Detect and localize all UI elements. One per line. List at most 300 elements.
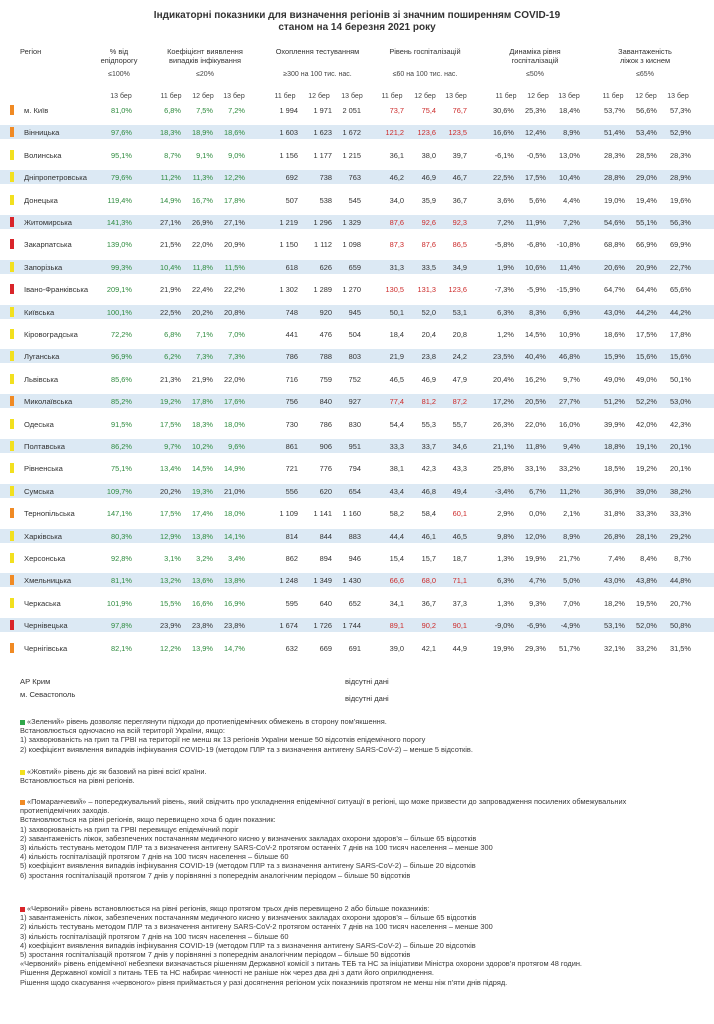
cell-epi: 96,9% (111, 352, 132, 362)
cell-test: 721 (285, 464, 298, 474)
header-dyn (490, 48, 580, 65)
cell-detect: 21,9% (192, 374, 213, 384)
table-row (0, 417, 714, 431)
cell-beds: 8,7% (674, 554, 691, 563)
cell-epi: 91,5% (111, 419, 132, 429)
cell-hosp: 81,2 (421, 397, 436, 407)
cell-hosp: 33,3 (389, 442, 404, 451)
region-name: Харківська (24, 531, 62, 541)
cell-test: 906 (319, 442, 332, 451)
table-row (0, 148, 714, 162)
cell-beds: 31,8% (604, 509, 625, 519)
cell-hosp: 89,1 (389, 621, 404, 631)
cell-beds: 44,8% (670, 576, 691, 586)
cell-dyn: -9,0% (494, 621, 514, 631)
region-name: Волинська (24, 150, 62, 160)
legend-red-line: 5) зростання госпіталізацій протягом 7 днів у порівнянні з попереднім аналогічним періодом – більше 50 відсотків (20, 950, 411, 960)
legend-orange-line: 4) кількість госпіталізацій протягом 7 днів на 100 тисяч населення – більше 60 (20, 852, 289, 862)
cell-hosp: 39,7 (452, 150, 467, 160)
cell-detect: 26,9% (192, 218, 213, 227)
cell-test: 920 (319, 307, 332, 317)
level-marker (10, 307, 14, 317)
cell-beds: 28,5% (636, 150, 657, 160)
cell-hosp: 46,5 (389, 374, 404, 384)
cell-detect: 23,8% (192, 621, 213, 631)
cell-dyn: 1,9% (497, 262, 514, 272)
cell-dyn: 8,3% (529, 307, 546, 317)
cell-detect: 13,4% (160, 464, 181, 474)
level-marker (10, 195, 14, 205)
cell-detect: 9,1% (196, 150, 213, 160)
date-hosp-2: 13 бер (445, 93, 467, 100)
date-dyn-0: 11 бер (495, 93, 517, 100)
header-detect-line-1: Коефіцієнт виявлення (167, 47, 243, 56)
legend-red-line: Рішення щодо скасування «червоного» рівня приймається у разі досягнення регіоном усіх показників протягом не менш ніж п’яти днів підряд. (20, 977, 508, 987)
legend-red-line: 1) завантаженість ліжок, забезпечених постачанням медичного кисню у визначених закладах охорони здоров’я – більше 65 відсотків (20, 913, 477, 923)
cell-test: 1 248 (279, 576, 298, 586)
legend-orange-line: 3) кількість тестувань методом ПЛР та з визначення антигену SARS-CoV-2 протягом останніх 7 днів на 100 тисяч населення – менше 300 (20, 843, 493, 853)
cell-test: 946 (348, 554, 361, 563)
cell-detect: 13,9% (192, 643, 213, 653)
table-row (0, 529, 714, 543)
cell-dyn: 33,2% (559, 464, 580, 474)
cell-beds: 19,6% (670, 195, 691, 205)
cell-hosp: 52,0 (421, 307, 436, 317)
threshold-test: ≥300 на 100 тис. нас. (283, 71, 352, 78)
level-marker (10, 262, 14, 272)
header-detect (155, 48, 255, 65)
level-marker (10, 441, 14, 451)
region-name: Київська (24, 307, 55, 317)
cell-hosp: 39,0 (389, 643, 404, 653)
cell-test: 1 623 (313, 128, 332, 138)
cell-test: 507 (285, 195, 298, 205)
cell-beds: 29,0% (636, 173, 657, 183)
cell-dyn: 9,7% (563, 374, 580, 384)
title-line-2: станом на 14 березня 2021 року (278, 22, 436, 33)
cell-beds: 28,3% (670, 150, 691, 160)
sevastopol-no-data: відсутні дані (345, 694, 389, 703)
cell-hosp: 58,4 (421, 509, 436, 519)
table-row (0, 170, 714, 184)
cell-dyn: 11,9% (525, 218, 546, 227)
cell-test: 659 (348, 262, 361, 272)
table-row (0, 327, 714, 341)
cell-detect: 14,9% (224, 464, 245, 474)
cell-dyn: 20,4% (493, 374, 514, 384)
region-name: Вінницька (24, 128, 60, 138)
cell-dyn: -4,9% (560, 621, 580, 631)
date-test-1: 12 бер (308, 93, 330, 100)
cell-dyn: 4,4% (563, 195, 580, 205)
cell-detect: 17,4% (192, 509, 213, 519)
cell-test: 476 (319, 330, 332, 339)
cell-dyn: 16,0% (559, 419, 580, 429)
cell-hosp: 47,9 (452, 374, 467, 384)
cell-detect: 21,5% (160, 240, 181, 250)
cell-detect: 9,7% (164, 442, 181, 451)
level-marker (10, 239, 14, 249)
cell-detect: 23,8% (224, 621, 245, 631)
cell-detect: 19,3% (192, 486, 213, 496)
cell-beds: 52,0% (636, 621, 657, 631)
cell-dyn: -10,8% (556, 240, 580, 250)
cell-hosp: 38,1 (389, 464, 404, 474)
region-name: Чернівецька (24, 621, 68, 631)
cell-beds: 42,3% (670, 419, 691, 429)
region-name: Сумська (24, 486, 54, 496)
cell-beds: 18,8% (604, 442, 625, 451)
cell-detect: 21,0% (224, 486, 245, 496)
cell-detect: 21,9% (160, 285, 181, 295)
cell-hosp: 92,3 (452, 218, 467, 227)
cell-detect: 18,3% (160, 128, 181, 138)
cell-dyn: 51,7% (559, 643, 580, 653)
cell-test: 1 270 (342, 285, 361, 295)
cell-beds: 44,2% (636, 307, 657, 317)
cell-dyn: 7,0% (563, 598, 580, 608)
cell-dyn: 1,3% (497, 554, 514, 563)
cell-dyn: 6,7% (529, 486, 546, 496)
cell-epi: 100,1% (106, 307, 132, 317)
legend-orange (20, 797, 700, 880)
cell-beds: 15,6% (636, 352, 657, 362)
header-dyn-line-2: госпіталізацій (511, 55, 559, 65)
level-marker (10, 553, 14, 563)
legend-orange-line: 6) зростання госпіталізацій протягом 7 днів у порівнянні з попереднім аналогічним періодом – більше 50 відсотків (20, 870, 411, 880)
cell-dyn: 46,8% (559, 352, 580, 362)
cell-detect: 14,7% (224, 643, 245, 653)
cell-dyn: 10,9% (559, 330, 580, 339)
cell-test: 945 (348, 307, 361, 317)
cell-beds: 50,8% (670, 621, 691, 631)
cell-detect: 27,1% (160, 218, 181, 227)
cell-detect: 20,8% (224, 307, 245, 317)
cell-hosp: 15,4 (389, 554, 404, 563)
cell-beds: 57,3% (670, 106, 691, 115)
legend-red (20, 904, 700, 987)
cell-test: 1 674 (279, 621, 298, 631)
cell-epi: 139,0% (106, 240, 132, 250)
cell-beds: 49,0% (604, 374, 625, 384)
legend-orange-line: «Помаранчевий» – попереджувальний рівень, який свідчить про ускладнення епідемічної ситуації в регіоні, що може призвести до запровадження посилених обмежувальних (27, 797, 627, 806)
cell-epi: 141,3% (106, 218, 132, 227)
region-name: Кіровоградська (24, 330, 78, 339)
cell-hosp: 31,3 (389, 262, 404, 272)
table-row (0, 439, 714, 453)
cell-dyn: -15,9% (556, 285, 580, 295)
cell-dyn: 22,0% (525, 419, 546, 429)
cell-test: 692 (285, 173, 298, 183)
cell-dyn: 6,9% (563, 307, 580, 317)
region-name: Донецька (24, 195, 58, 205)
region-name: Дніпропетровська (24, 173, 88, 183)
cell-hosp: 21,9 (389, 352, 404, 362)
cell-hosp: 46,1 (421, 531, 436, 541)
cell-epi: 79,6% (111, 173, 132, 183)
crimea-no-data: відсутні дані (345, 677, 389, 686)
level-marker (10, 150, 14, 160)
level-marker (10, 105, 14, 115)
header-hosp: Рівень госпіталізацій (389, 47, 461, 56)
level-marker (10, 127, 14, 137)
level-marker (10, 486, 14, 496)
cell-hosp: 33,7 (421, 442, 436, 451)
cell-hosp: 34,0 (389, 195, 404, 205)
cell-detect: 17,8% (192, 397, 213, 407)
cell-hosp: 123,6 (448, 285, 467, 295)
cell-beds: 28,8% (604, 173, 625, 183)
table-row (0, 125, 714, 139)
cell-beds: 51,2% (604, 397, 625, 407)
cell-dyn: 23,5% (493, 352, 514, 362)
cell-detect: 17,8% (224, 195, 245, 205)
region-name: Полтавська (24, 442, 65, 451)
cell-hosp: 46,7 (452, 173, 467, 183)
cell-hosp: 18,4 (389, 330, 404, 339)
cell-dyn: 33,1% (525, 464, 546, 474)
cell-hosp: 123,6 (417, 128, 436, 138)
cell-test: 1 289 (313, 285, 332, 295)
cell-detect: 18,0% (224, 509, 245, 519)
cell-beds: 43,0% (604, 576, 625, 586)
cell-hosp: 50,1 (389, 307, 404, 317)
table-row (0, 372, 714, 386)
header-epi-line-1: % від (109, 47, 129, 56)
cell-beds: 19,2% (636, 464, 657, 474)
cell-epi: 97,8% (111, 621, 132, 631)
cell-detect: 13,8% (192, 531, 213, 541)
green-level-swatch (20, 720, 25, 725)
cell-beds: 55,1% (636, 218, 657, 227)
cell-test: 620 (319, 486, 332, 496)
orange-level-swatch (20, 800, 25, 805)
cell-detect: 6,8% (164, 106, 181, 115)
cell-hosp: 66,6 (389, 576, 404, 586)
cell-test: 1 744 (342, 621, 361, 631)
cell-hosp: 46,2 (389, 173, 404, 183)
date-dyn-2: 13 бер (558, 93, 580, 100)
cell-test: 756 (285, 397, 298, 407)
cell-beds: 20,9% (636, 262, 657, 272)
cell-beds: 19,0% (604, 195, 625, 205)
cell-dyn: 21,1% (493, 442, 514, 451)
cell-dyn: 1,2% (497, 330, 514, 339)
cell-detect: 22,5% (160, 307, 181, 317)
region-name: Запорізька (24, 262, 63, 272)
table-row (0, 641, 714, 655)
cell-test: 1 302 (279, 285, 298, 295)
level-marker (10, 374, 14, 384)
cell-detect: 10,2% (192, 442, 213, 451)
region-name: Одеська (24, 419, 54, 429)
cell-beds: 44,2% (670, 307, 691, 317)
cell-hosp: 75,4 (421, 106, 436, 115)
cell-detect: 17,5% (160, 419, 181, 429)
cell-dyn: 13,0% (559, 150, 580, 160)
cell-detect: 21,3% (160, 374, 181, 384)
cell-detect: 22,0% (192, 240, 213, 250)
table-row (0, 394, 714, 408)
date-hosp-0: 11 бер (381, 93, 403, 100)
cell-dyn: 16,6% (493, 128, 514, 138)
cell-dyn: -7,3% (494, 285, 514, 295)
cell-dyn: 3,6% (497, 195, 514, 205)
level-marker (10, 508, 14, 518)
level-marker (10, 217, 14, 227)
region-sevastopol: м. Севастополь (20, 690, 76, 699)
cell-beds: 53,4% (636, 128, 657, 138)
cell-detect: 11,5% (224, 262, 245, 272)
cell-beds: 33,2% (636, 643, 657, 653)
legend-orange-line: 5) коефіцієнт виявлення випадків інфікування COVID-19 (методом ПЛР та з визначення антигену SARS-CoV-2) – більше 20 відсотків (20, 861, 476, 871)
cell-detect: 19,2% (160, 397, 181, 407)
cell-test: 545 (348, 195, 361, 205)
cell-test: 618 (285, 262, 298, 272)
cell-detect: 17,5% (160, 509, 181, 519)
date-beds-2: 13 бер (667, 93, 689, 100)
cell-dyn: 2,1% (563, 509, 580, 519)
cell-beds: 18,5% (604, 464, 625, 474)
cell-epi: 81,0% (111, 106, 132, 115)
cell-detect: 7,3% (196, 352, 213, 362)
cell-test: 1 177 (313, 150, 332, 160)
level-marker (10, 284, 14, 294)
cell-hosp: 34,9 (452, 262, 467, 272)
cell-dyn: 5,6% (529, 195, 546, 205)
cell-dyn: 40,4% (525, 352, 546, 362)
header-beds-line-1: Завантаженість (618, 47, 672, 56)
cell-test: 1 603 (279, 128, 298, 138)
cell-hosp: 87,6 (389, 218, 404, 227)
cell-dyn: 0,0% (529, 509, 546, 519)
cell-epi: 209,1% (106, 285, 132, 295)
cell-test: 927 (348, 397, 361, 407)
cell-beds: 20,1% (670, 464, 691, 474)
level-marker (10, 172, 14, 182)
cell-test: 504 (348, 330, 361, 339)
cell-hosp: 46,8 (421, 486, 436, 496)
cell-beds: 33,3% (636, 509, 657, 519)
cell-detect: 14,1% (224, 531, 245, 541)
cell-detect: 3,1% (164, 554, 181, 563)
cell-hosp: 121,2 (385, 128, 404, 138)
cell-test: 669 (319, 643, 332, 653)
cell-hosp: 55,3 (421, 419, 436, 429)
cell-hosp: 87,3 (389, 240, 404, 250)
cell-hosp: 20,8 (452, 330, 467, 339)
cell-detect: 15,5% (160, 598, 181, 608)
cell-hosp: 46,9 (421, 173, 436, 183)
cell-test: 538 (319, 195, 332, 205)
level-marker (10, 396, 14, 406)
cell-dyn: -3,4% (494, 486, 514, 496)
cell-detect: 20,2% (160, 486, 181, 496)
cell-epi: 99,3% (111, 262, 132, 272)
header-detect-line-2: випадків інфікування (169, 55, 241, 65)
cell-hosp: 130,5 (385, 285, 404, 295)
cell-beds: 53,0% (670, 397, 691, 407)
cell-dyn: 9,8% (497, 531, 514, 541)
table-row (0, 461, 714, 475)
cell-test: 803 (348, 352, 361, 362)
cell-detect: 11,3% (192, 173, 213, 183)
cell-dyn: 27,7% (559, 397, 580, 407)
cell-hosp: 86,5 (452, 240, 467, 250)
legend-red-line: «Червоний» рівень встановлюється на рівні регіонів, якщо протягом трьох днів перевищено 2 або більше показників: (27, 904, 430, 913)
cell-test: 1 430 (342, 576, 361, 586)
cell-hosp: 23,8 (421, 352, 436, 362)
cell-beds: 52,2% (636, 397, 657, 407)
cell-beds: 28,3% (604, 150, 625, 160)
cell-hosp: 90,1 (452, 621, 467, 631)
level-marker (10, 531, 14, 541)
cell-test: 654 (348, 486, 361, 496)
cell-test: 862 (285, 554, 298, 563)
cell-dyn: -6,9% (526, 621, 546, 631)
cell-detect: 12,2% (160, 643, 181, 653)
cell-test: 894 (319, 554, 332, 563)
cell-test: 752 (348, 374, 361, 384)
cell-epi: 109,7% (106, 486, 132, 496)
cell-dyn: 8,9% (563, 128, 580, 138)
date-detect-0: 11 бер (160, 93, 182, 100)
cell-beds: 17,5% (636, 330, 657, 339)
cell-beds: 8,4% (640, 554, 657, 563)
cell-epi: 80,3% (111, 531, 132, 541)
cell-hosp: 44,9 (452, 643, 467, 653)
cell-test: 1 112 (314, 240, 332, 250)
date-beds-1: 12 бер (635, 93, 657, 100)
cell-detect: 13,6% (192, 576, 213, 586)
cell-beds: 49,0% (636, 374, 657, 384)
threshold-hosp: ≤60 на 100 тис. нас. (392, 71, 458, 78)
cell-epi: 92,8% (111, 554, 132, 563)
cell-hosp: 42,1 (421, 643, 436, 653)
cell-detect: 22,4% (192, 285, 213, 295)
cell-test: 883 (348, 531, 361, 541)
cell-hosp: 131,3 (417, 285, 436, 295)
cell-epi: 97,6% (111, 128, 132, 138)
level-marker (10, 463, 14, 473)
cell-hosp: 38,0 (421, 150, 436, 160)
region-name: Закарпатська (24, 240, 72, 250)
cell-hosp: 36,1 (389, 150, 404, 160)
cell-test: 759 (319, 374, 332, 384)
cell-beds: 15,6% (670, 352, 691, 362)
cell-beds: 69,9% (670, 240, 691, 250)
cell-detect: 22,0% (224, 374, 245, 384)
cell-test: 794 (348, 464, 361, 474)
cell-beds: 15,9% (604, 352, 625, 362)
cell-dyn: 1,3% (497, 598, 514, 608)
cell-epi: 82,1% (111, 643, 132, 653)
cell-beds: 19,1% (636, 442, 657, 451)
cell-test: 1 971 (313, 106, 332, 115)
region-name: Миколаївська (24, 397, 73, 407)
cell-dyn: 2,9% (497, 509, 514, 519)
cell-hosp: 87,2 (452, 397, 467, 407)
cell-dyn: 5,0% (563, 576, 580, 586)
region-name: Тернопільська (24, 509, 75, 519)
cell-detect: 27,1% (224, 218, 245, 227)
legend-orange-line: 1) захворюваність на грип та ГРВІ перевищує епідемічний поріг (20, 824, 239, 834)
cell-beds: 29,2% (670, 531, 691, 541)
cell-detect: 20,9% (224, 240, 245, 250)
cell-detect: 13,8% (224, 576, 245, 586)
cell-test: 1 219 (279, 218, 298, 227)
cell-beds: 54,6% (604, 218, 625, 227)
